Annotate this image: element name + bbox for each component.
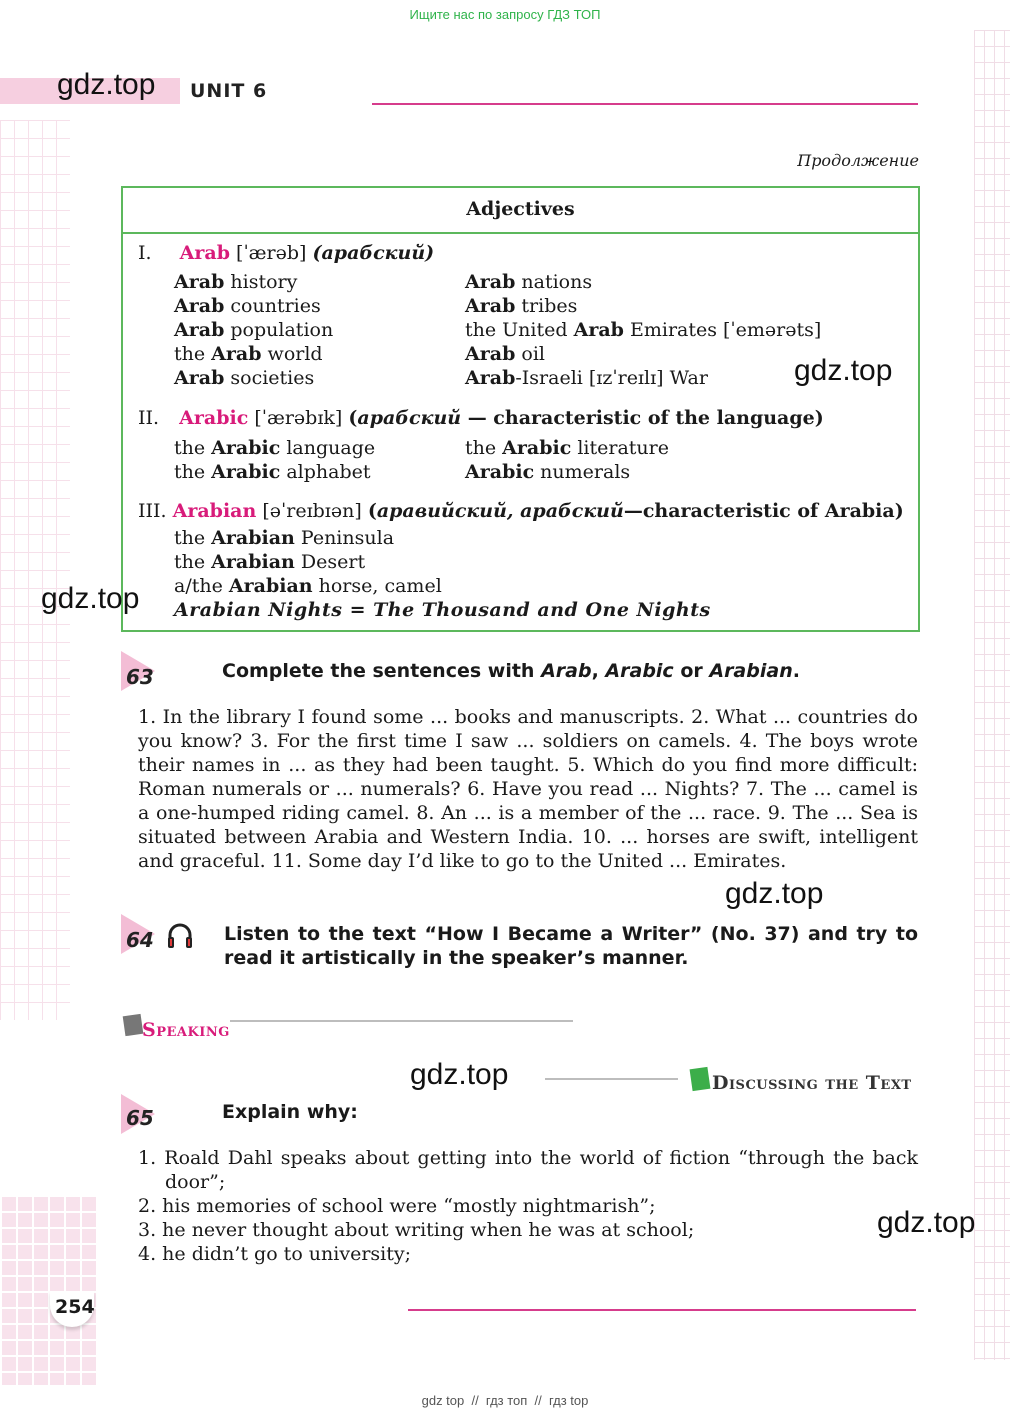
table-title: Adjectives: [123, 188, 918, 234]
phrase: Arab population: [174, 319, 334, 341]
gloss: аравийский, арабский: [376, 500, 624, 522]
arab-right-column: [465, 271, 821, 391]
transcription: [ˈærəb]: [236, 242, 307, 264]
phrase: Arab nations: [465, 271, 593, 293]
section-number: I.: [138, 242, 152, 264]
section-arabic-heading: II. Arabic [ˈærəbɪk] (арабский — characteristic of the language): [138, 407, 824, 429]
section-number: III.: [138, 500, 167, 522]
exercise-number: 63: [126, 665, 154, 689]
headword: Arabian: [172, 500, 257, 522]
list-item: 3. he never thought about writing when he was at school;: [138, 1219, 695, 1241]
watermark: gdz.top: [410, 1058, 509, 1091]
header-line: [372, 103, 918, 105]
phrase: the Arab world: [174, 343, 323, 365]
arabic-left-column: [174, 437, 375, 485]
arabian-items: [174, 527, 711, 623]
watermark: gdz.top: [57, 68, 156, 101]
watermark: gdz.top: [877, 1206, 976, 1239]
phrase: the Arabic language: [174, 437, 376, 459]
headword: Arab: [179, 242, 230, 264]
speaking-label: Speaking: [142, 1019, 230, 1041]
exercise-63-text: 1. In the library I found some ... books and manuscripts. 2. What ... countries do you know? 3. For the first time I saw ... soldiers on camels. 4. The boys wrote their names in ... as they had been taught. 5. Which do you find more difficult: Roman numerals or ... numerals? 6. Have you read ... Nights? 7. The ... camel is a one-humped riding camel. 8. An ... is a member of the ... race. 9. The ... Sea is situated between Arabia and Western India. 10. ... horses are swift, intelligent and graceful. 11. Some day I’d like to go to the United ... Emirates.: [138, 706, 918, 872]
phrase: Arab tribes: [465, 295, 578, 317]
continuation-label: Продолжение: [797, 151, 919, 170]
exercise-number: 65: [126, 1106, 154, 1130]
exercise-65-task: Explain why:: [222, 1101, 358, 1123]
transcription: [əˈreɪbɪən]: [262, 500, 362, 522]
gloss: (арабский): [312, 242, 435, 264]
arab-left-column: [174, 271, 333, 391]
discussing-line: [545, 1078, 678, 1080]
adjectives-table: [121, 186, 920, 632]
decorative-grid-bottom: [0, 1195, 96, 1385]
watermark: gdz.top: [725, 877, 824, 910]
phrase: Arab societies: [174, 367, 315, 389]
exercise-number: 64: [126, 928, 154, 952]
phrase: the United Arab Emirates [ˈemərəts]: [465, 319, 822, 341]
exercise-63-task: Complete the sentences with Arab, Arabic or Arabian.: [222, 660, 800, 682]
phrase: the Arabian Desert: [174, 551, 366, 573]
phrase: Arab countries: [174, 295, 321, 317]
discussing-icon: [690, 1067, 711, 1091]
list-item: 2. his memories of school were “mostly nightmarish”;: [138, 1195, 656, 1217]
phrase: Arabic numerals: [465, 461, 631, 483]
phrase: the Arabic alphabet: [174, 461, 371, 483]
footer-links: gdz top // гдз топ // гдз top: [421, 1393, 589, 1408]
watermark: gdz.top: [41, 582, 140, 615]
phrase: a/the Arabian horse, camel: [174, 575, 442, 597]
section-arab-heading: [138, 242, 434, 264]
phrase: Arab oil: [465, 343, 545, 365]
list-item: 4. he didn’t go to university;: [138, 1243, 412, 1265]
phrase: Arab history: [174, 271, 298, 293]
speaking-line: [230, 1020, 573, 1022]
speaking-icon: [123, 1014, 144, 1036]
headword: Arabic: [179, 407, 249, 429]
headphones-icon: [166, 922, 194, 950]
decorative-pattern-left: [0, 120, 70, 1020]
arabic-right-column: [465, 437, 669, 485]
top-note: Ищите нас по запросу ГДЗ ТОП: [409, 7, 601, 22]
gloss: арабский: [357, 407, 462, 429]
list-item: 1. Roald Dahl speaks about getting into the world of fiction “through the back door”;: [138, 1147, 918, 1193]
phrase-arabian-nights: Arabian Nights = The Thousand and One Nights: [174, 599, 711, 621]
unit-label: UNIT 6: [190, 80, 268, 102]
section-arabian-heading: III. Arabian [əˈreɪbɪən] (аравийский, арабский—characteristic of Arabia): [138, 500, 904, 522]
decorative-pattern-right: [974, 30, 1010, 1360]
phrase: the Arabic literature: [465, 437, 669, 459]
footer-line: [408, 1309, 916, 1311]
phrase: Arab-Israeli [ɪzˈreɪlɪ] War: [465, 367, 708, 389]
section-number: II.: [138, 407, 160, 429]
phrase: the Arabian Peninsula: [174, 527, 395, 549]
discussing-label: Discussing the Text: [712, 1072, 912, 1094]
exercise-65-list: [138, 1146, 918, 1266]
page-number: 254: [55, 1296, 95, 1318]
exercise-64-task: Listen to the text “How I Became a Writer” (No. 37) and try to read it artistically in the speaker’s manner.: [224, 923, 918, 969]
watermark: gdz.top: [794, 354, 893, 387]
transcription: [ˈærəbɪk]: [254, 407, 343, 429]
